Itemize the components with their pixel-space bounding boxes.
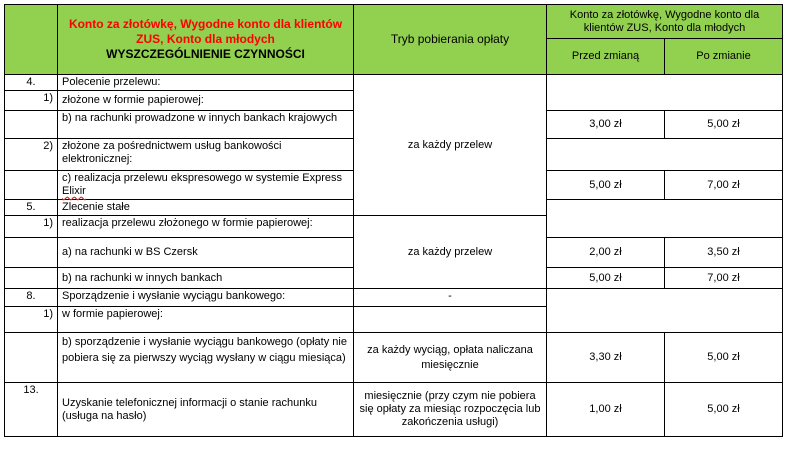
sub-title: złożone za pośrednictwem usług bankowości elektronicznej: [58,139,354,171]
fee-before: 5,00 zł [547,171,665,200]
sub-number: 1) [5,91,58,111]
empty-fee-cell [547,75,783,111]
header-before-change: Przed zmianą [547,39,665,75]
item-text: b) na rachunki prowadzone w innych bankach krajowych [58,111,354,139]
fee-mode-cell: miesięcznie (przy czym nie pobiera się opłaty za miesiąc rozpoczęcia lub zakończenia usługi) [354,383,547,437]
empty-number-cell [5,268,58,289]
empty-fee-cell [547,289,783,333]
header-description-title: WYSZCZEGÓLNIENIE CZYNNOŚCI [106,47,305,61]
section-title: Zlecenie stałe [58,200,354,216]
fee-after: 7,00 zł [665,171,783,200]
fee-before: 5,00 zł [547,268,665,289]
fee-before: 2,00 zł [547,238,665,268]
fee-after: 5,00 zł [665,111,783,139]
fee-after: 7,00 zł [665,268,783,289]
section-title: Polecenie przelewu: [58,75,354,91]
empty-fee-cell [547,200,783,238]
item-text: Uzyskanie telefonicznej informacji o stanie rachunku (usługa na hasło) [58,383,354,437]
item-text: b) sporządzenie i wysłanie wyciągu bankowego (opłaty nie pobiera się za pierwszy wyciąg wysłany w ciągu miesiąca) [58,333,354,383]
sub-title: złożone w formie papierowej: [58,91,354,111]
header-account-names: Konto za złotówkę, Wygodne konto dla klientów ZUS, Konto dla młodych [68,17,343,46]
fee-before: 1,00 zł [547,383,665,437]
header-blank-cell [5,5,58,75]
header-description-cell [58,5,354,75]
fee-before: 3,30 zł [547,333,665,383]
section-title: Sporządzenie i wysłanie wyciągu bankowego: [58,289,354,307]
item-text: b) na rachunki w innych bankach [58,268,354,289]
item-text-part: c) realizacja przelewu ekspresowego w systemie Express [62,172,342,184]
fee-after: 3,50 zł [665,238,783,268]
row-number: 5. [5,200,58,216]
fee-mode-cell: za każdy przelew [354,216,547,289]
fee-before: 3,00 zł [547,111,665,139]
fee-after: 5,00 zł [665,333,783,383]
fee-after: 5,00 zł [665,383,783,437]
empty-mode-cell [354,307,547,333]
fee-table [4,4,783,437]
fee-mode-cell: za każdy wyciąg, opłata naliczana miesięcznie [354,333,547,383]
empty-number-cell [5,333,58,383]
fee-mode-cell: - [354,289,547,307]
sub-title: w formie papierowej: [58,307,354,333]
row-number: 4. [5,75,58,91]
item-text [58,171,354,200]
item-text: a) na rachunki w BS Czersk [58,238,354,268]
sub-title: realizacja przelewu złożonego w formie papierowej: [58,216,354,238]
sub-number: 1) [5,216,58,238]
item-text-part: Elixir [62,185,86,197]
header-group-title: Konto za złotówkę, Wygodne konto dla klientów ZUS, Konto dla młodych [547,5,783,39]
empty-number-cell [5,111,58,139]
row-number: 8. [5,289,58,307]
empty-number-cell [5,171,58,200]
header-after-change: Po zmianie [665,39,783,75]
empty-fee-cell [547,139,783,171]
fee-mode-cell: za każdy przelew [354,75,547,216]
sub-number: 2) [5,139,58,171]
row-number: 13. [5,383,58,437]
sub-number: 1) [5,307,58,333]
header-fee-mode: Tryb pobierania opłaty [354,5,547,75]
empty-number-cell [5,238,58,268]
